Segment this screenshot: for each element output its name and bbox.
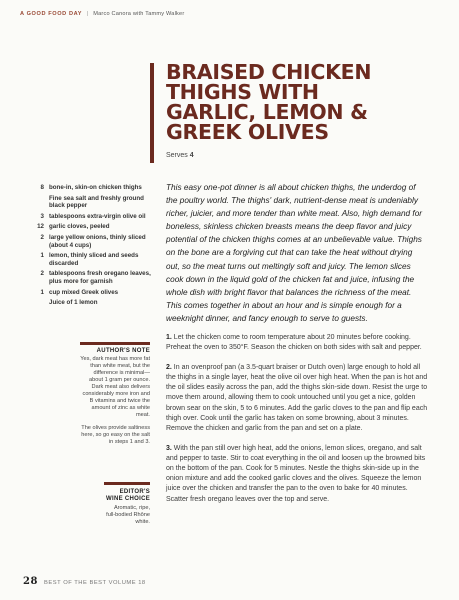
ingredient-text: bone-in, skin-on chicken thighs xyxy=(49,184,142,191)
ingredient-text: lemon, thinly sliced and seeds discarded xyxy=(49,252,139,267)
running-head-separator: | xyxy=(86,11,89,17)
ingredient-text: Juice of 1 lemon xyxy=(49,299,98,307)
ingredient-text: large yellow onions, thinly sliced (about 4 cups) xyxy=(49,233,146,249)
publication-name: BEST OF THE BEST VOLUME 18 xyxy=(44,580,146,586)
ingredient-qty: 2 xyxy=(40,233,44,241)
authors-note-heading: AUTHOR'S NOTE xyxy=(96,348,150,354)
ingredients-list xyxy=(28,184,151,310)
ingredient-qty: 12 xyxy=(37,223,44,231)
ingredient-qty: 2 xyxy=(40,270,44,278)
step-text: With the pan still over high heat, add the onions, lemon slices, oregano, and salt and pepper to taste. Stir to coat everything in the oil and loosen up the browned bits on the bottom of the pan. Cook for 5 minutes. Nestle the thighs skin-side up in the onion mixture and add the cooked garlic cloves and the olives. Squeeze the lemon juice over the chicken and transfer the pan to the oven to bake for 40 minutes. Scatter fresh oregano leaves over the top and serve. xyxy=(166,444,426,503)
ingredient-item xyxy=(28,289,151,297)
ingredient-item xyxy=(28,299,151,307)
step-number: 1. xyxy=(166,334,172,341)
serves-count: 4 xyxy=(189,152,194,159)
ingredient-item xyxy=(28,195,151,210)
method-step xyxy=(166,333,428,353)
method-step xyxy=(166,444,428,505)
wine-choice-rule xyxy=(104,482,150,485)
step-number: 3. xyxy=(166,444,172,452)
ingredient-text: Fine sea salt and freshly ground black pepper xyxy=(49,194,144,210)
running-head xyxy=(20,11,184,17)
serves-label: Serves xyxy=(166,152,188,159)
ingredient-item xyxy=(28,234,151,249)
authors-note-rule xyxy=(80,342,150,345)
ingredient-qty: 1 xyxy=(40,288,44,296)
ingredient-text: tablespoons fresh oregano leaves, plus more for garnish xyxy=(49,270,151,285)
wine-choice-text: Aromatic, ripe, full-bodied Rhône white. xyxy=(106,505,150,525)
title-accent-bar xyxy=(150,63,154,163)
wine-choice-heading-line2: WINE CHOICE xyxy=(106,496,150,502)
wine-choice-heading xyxy=(104,489,150,503)
ingredient-item xyxy=(28,252,151,267)
ingredient-text: garlic cloves, peeled xyxy=(49,223,110,231)
authors-note-paragraph: The olives provide saltiness here, so go easy on the salt in steps 1 and 3. xyxy=(81,425,150,445)
ingredient-qty: 3 xyxy=(40,212,44,220)
running-head-credit: Marco Canora with Tammy Walker xyxy=(93,11,185,17)
ingredient-item xyxy=(28,213,151,221)
method-steps xyxy=(166,333,428,514)
running-head-show: A GOOD FOOD DAY xyxy=(20,11,83,17)
step-text: Let the chicken come to room temperature about 20 minutes before cooking. Preheat the oven to 350°F. Season the chicken on both sides with salt and pepper. xyxy=(166,334,422,352)
wine-choice-heading-line1: EDITOR'S xyxy=(119,489,150,495)
method-step xyxy=(166,363,428,434)
recipe-title: BRAISED CHICKEN THIGHS WITH GARLIC, LEMON & GREEK OLIVES xyxy=(166,60,372,144)
ingredient-item xyxy=(28,184,151,192)
step-number: 2. xyxy=(166,363,172,371)
recipe-intro: This easy one-pot dinner is all about chicken thighs, the underdog of the poultry world. The thighs' dark, nutrient-dense meat is undeniably richer, juicier, and more tender than white meat. Also, high demand for boneless, skinless chicken breasts means the deep flavor and juicy potential of the chicken thighs comes at an unbelievable value. Thighs on the bone are a forgiving cut that can take the heat without drying out, so the meat turns out meltingly soft and juicy. The lemon slices cook down in the liquid gold of the chicken fat and juice, infusing the whole dish with bright flavor that balances the richness of the meat. This comes together in about an hour and is simple enough for a weeknight dinner, and fancy enough to serve to guests. xyxy=(166,183,423,323)
page-number: 28 xyxy=(23,576,38,587)
serves-line xyxy=(166,152,194,159)
ingredient-qty: 8 xyxy=(40,184,44,191)
editors-wine-choice xyxy=(104,482,150,532)
ingredient-item xyxy=(28,270,151,285)
authors-note xyxy=(80,342,150,452)
authors-note-paragraph: Yes, dark meat has more fat than white meat, but the difference is minimal—about 1 gram per ounce. Dark meat also delivers considerably more iron and B vitamins and twice the amount of zinc as white meat. xyxy=(80,356,150,418)
step-text: In an ovenproof pan (a 3.5-quart braiser or Dutch oven) large enough to hold all the thighs in a single layer, heat the olive oil over high heat. When the pan is hot and the oil slides easily across the pan, add the thighs skin-side down. Resist the urge to move them around, allowing them to cook untouched until you get a nice, golden brown sear on the skin, 5 to 6 minutes. Add the garlic cloves to the pan and flip each thigh over. Cook until the garlic has taken on some browning, about 3 minutes. Remove the chicken and garlic from the pan and set on a plate. xyxy=(166,363,428,433)
ingredient-item xyxy=(28,223,151,231)
ingredient-text: cup mixed Greek olives xyxy=(49,288,119,296)
ingredient-qty: 1 xyxy=(40,252,44,260)
page-footer xyxy=(23,576,146,587)
ingredient-text: tablespoons extra-virgin olive oil xyxy=(49,212,146,220)
